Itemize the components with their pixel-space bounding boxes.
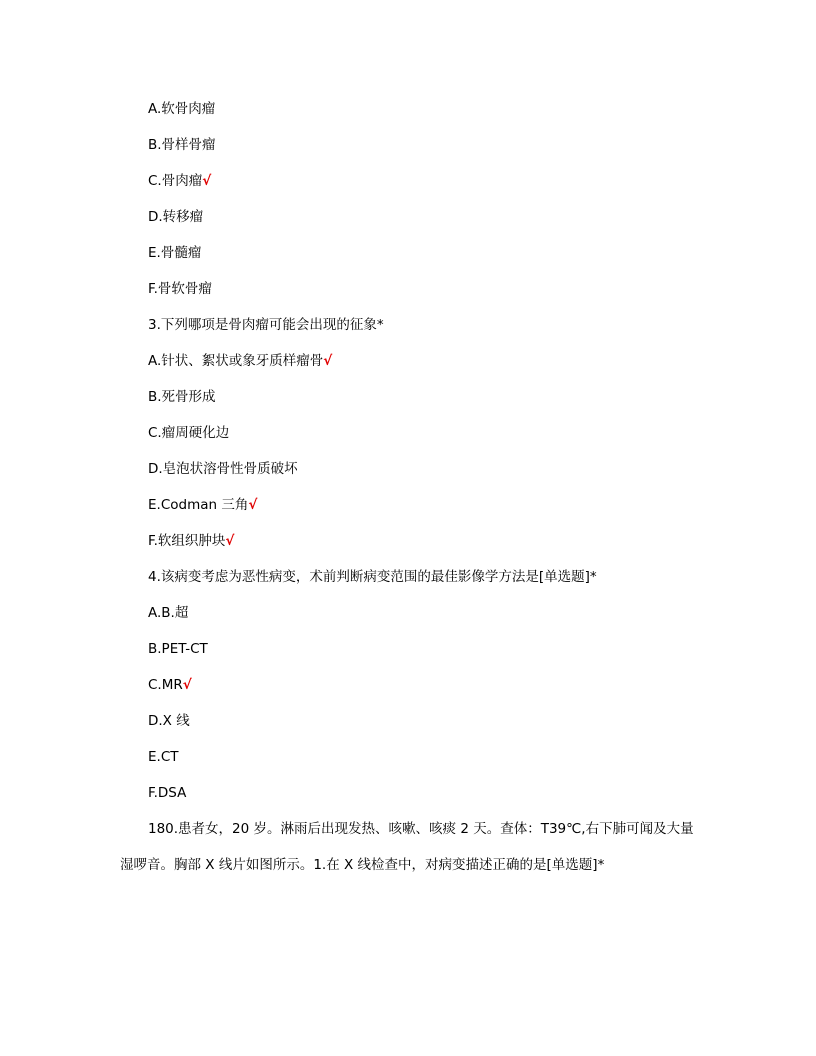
q3-question: 3.下列哪项是骨肉瘤可能会出现的征象* (148, 317, 384, 333)
q2-option-e: E.骨髓瘤 (148, 245, 202, 261)
q3-option-e: E.Codman 三角√ (148, 497, 258, 513)
q2-option-b: B.骨样骨瘤 (148, 137, 216, 153)
q3-option-f: F.软组织肿块√ (148, 533, 235, 549)
q4-option-f: F.DSA (148, 785, 187, 801)
q4-option-c: C.MR√ (148, 677, 192, 693)
q3-option-a: A.针状、絮状或象牙质样瘤骨√ (148, 353, 333, 369)
correct-check-icon: √ (225, 533, 235, 549)
q3-option-c: C.瘤周硬化边 (148, 425, 230, 441)
q4-option-b: B.PET-CT (148, 641, 208, 657)
q2-option-a: A.软骨肉瘤 (148, 101, 216, 117)
q3-option-b: B.死骨形成 (148, 389, 216, 405)
q2-option-d: D.转移瘤 (148, 209, 204, 225)
q2-option-f: F.骨软骨瘤 (148, 281, 212, 297)
q4-option-d: D.X 线 (148, 713, 190, 729)
q4-question: 4.该病变考虑为恶性病变，术前判断病变范围的最佳影像学方法是[单选题]* (148, 569, 597, 585)
q3-option-d: D.皂泡状溶骨性骨质破坏 (148, 461, 298, 477)
correct-check-icon: √ (248, 497, 258, 513)
correct-check-icon: √ (323, 353, 333, 369)
correct-check-icon: √ (182, 677, 192, 693)
q4-option-e: E.CT (148, 749, 179, 765)
q2-option-c: C.骨肉瘤√ (148, 173, 212, 189)
case-180-paragraph: 180.患者女，20 岁。淋雨后出现发热、咳嗽、咳痰 2 天。查体：T39℃,右下肺可闻及大量湿啰音。胸部 X 线片如图所示。1.在 X 线检查中，对病变描述正确的是[单选题]* (120, 821, 694, 873)
q4-option-a: A.B.超 (148, 605, 189, 621)
correct-check-icon: √ (202, 173, 212, 189)
